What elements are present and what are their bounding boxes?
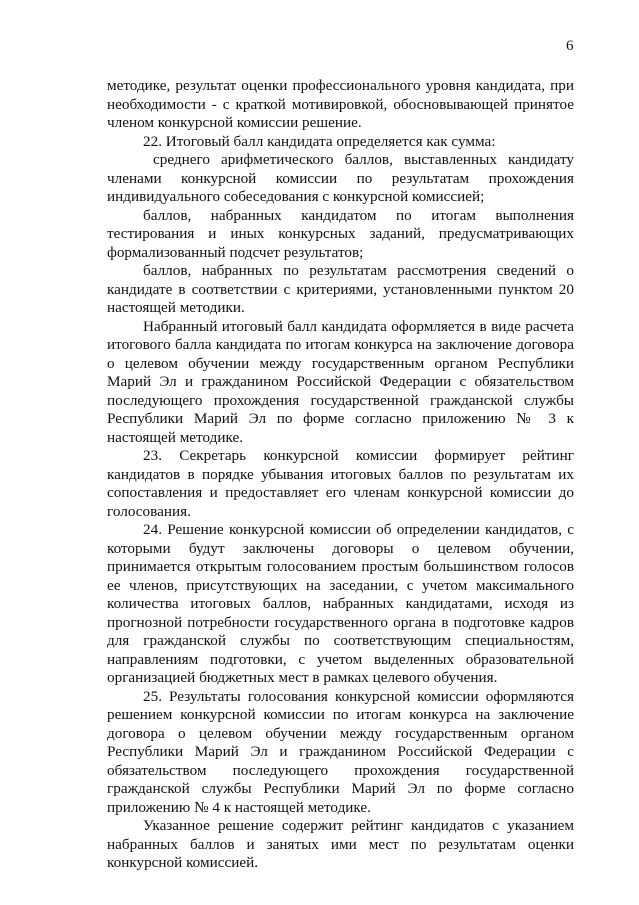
paragraph-23: 23. Секретарь конкурсной комиссии формирует рейтинг кандидатов в порядке убывания итоговых баллов по результатам их сопоставления и предоставляет его членам конкурсной комиссии до голосования. [107, 447, 574, 520]
paragraph-22-item-criteria: баллов, набранных по результатам рассмотрения сведений о кандидате в соответствии с критериями, установленными пунктом 20 настоящей методики. [107, 262, 574, 316]
paragraph-25: 25. Результаты голосования конкурсной комиссии оформляются решением конкурсной комиссии по итогам конкурса на заключение договора о целевом обучении между государственным органом Республики Марий Эл и гражданином Российской Федерации с обязательством последующего прохождения государственной гражданской службы Республики Марий Эл по форме согласно приложению № 4 к настоящей методике. [107, 687, 574, 816]
paragraph-continuation: методике, результат оценки профессионального уровня кандидата, при необходимости - с краткой мотивировкой, обосновывающей принятое членом конкурсной комиссии решение. [107, 77, 574, 131]
paragraph-25-decision: Указанное решение содержит рейтинг кандидатов с указанием набранных баллов и занятых ими мест по результатам оценки конкурсной комиссией. [107, 817, 574, 871]
paragraph-22-item-testing: баллов, набранных кандидатом по итогам выполнения тестирования и иных конкурсных заданий, предусматривающих формализованный подсчет результатов; [107, 206, 574, 261]
page-number: 6 [566, 38, 574, 54]
paragraph-24: 24. Решение конкурсной комиссии об определении кандидатов, с которыми будут заключены договоры о целевом обучении, принимается открытым голосованием простым большинством голосов ее членов, присутствующих на заседании, с учетом максимального количества итоговых баллов, набранных кандидатами, исходя из прогнозной потребности государственного органа в подготовке кадров для гражданской службы по соответствующим специальностям, направлениям подготовки, с учетом выделенных образовательной организацией бюджетных мест в рамках целевого обучения. [107, 521, 574, 686]
paragraph-22-item-average: среднего арифметического баллов, выставленных кандидату членами конкурсной комиссии по результатам прохождения индивидуального собеседования с конкурсной комиссией; [107, 151, 574, 205]
paragraph-22: 22. Итоговый балл кандидата определяется как сумма: [143, 132, 496, 150]
document-body [107, 77, 574, 873]
paragraph-22-total: Набранный итоговый балл кандидата оформляется в виде расчета итогового балла кандидата по итогам конкурса на заключение договора о целевом обучении между государственным органом Республики Марий Эл и гражданином Российской Федерации с обязательством последующего прохождения государственной гражданской службы Республики Марий Эл по форме согласно приложению № 3 к настоящей методике. [107, 317, 574, 446]
